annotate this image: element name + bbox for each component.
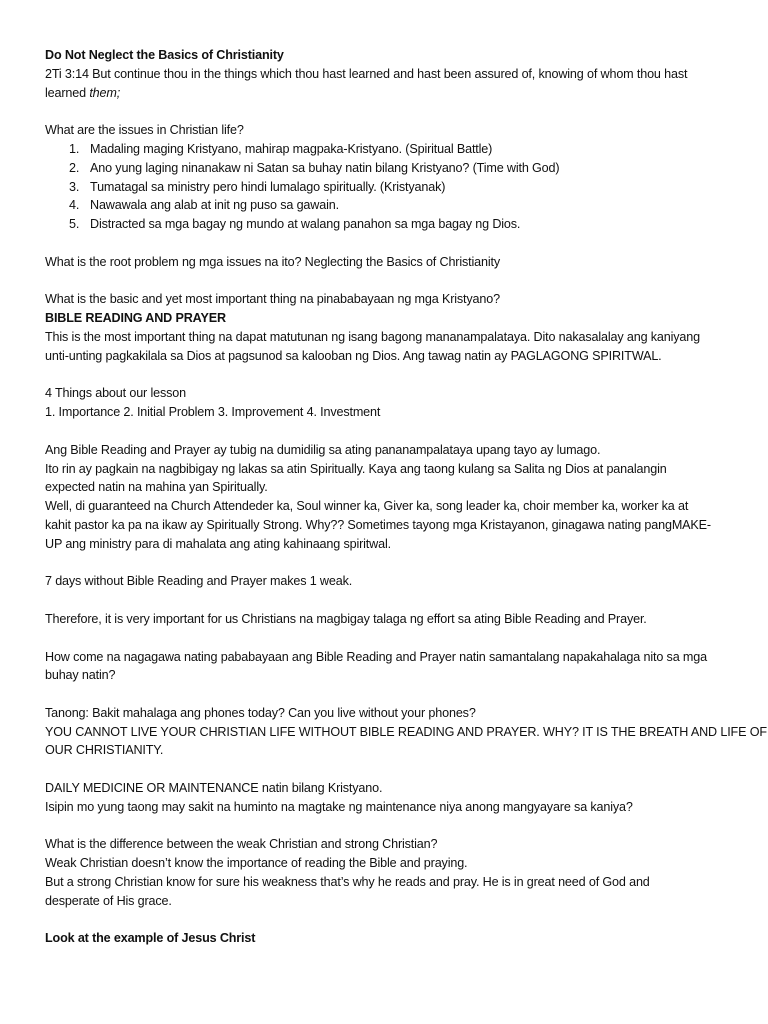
spacer [45,685,728,704]
verse-italic-word: them; [89,85,121,100]
list-number: 3. [69,179,80,194]
spacer [45,760,728,779]
paragraph-line: Well, di guaranteed na Church Attendeder ka, Soul winner ka, Giver ka, song leader ka, choir member ka, worker ka at [45,499,689,514]
spacer [45,591,728,610]
section-heading: BIBLE READING AND PRAYER [45,311,226,326]
spacer [45,234,728,253]
difference-line: What is the difference between the weak Christian and strong Christian? [45,837,438,852]
list-item-text: Distracted sa mga bagay ng mundo at walang panahon sa mga bagay ng Dios. [90,217,521,232]
list-item [45,159,728,178]
verse-line-1: 2Ti 3:14 But continue thou in the things which thou hast learned and hast been assured of, knowing of whom thou hast [45,66,688,81]
list-number: 4. [69,198,80,213]
list-item-text: Madaling maging Kristyano, mahirap magpaka-Kristyano. (Spiritual Battle) [90,141,493,156]
issues-list [45,140,728,234]
list-item [45,140,728,159]
paragraph-line: UP ang ministry para di mahalata ang ating kahinaang spiritwal. [45,536,391,551]
document-title: Do Not Neglect the Basics of Christianity [45,48,284,62]
seven-days-line: 7 days without Bible Reading and Prayer makes 1 weak. [45,574,353,589]
spacer [45,422,728,441]
list-item [45,178,728,197]
difference-line: But a strong Christian know for sure his weakness that’s why he reads and pray. He is in great need of God and [45,875,650,890]
basic-question: What is the basic and yet most important thing na pinababayaan ng mga Kristyano? [45,292,500,307]
basic-line-1: This is the most important thing na dapat matutunan ng isang bagong mananampalataya. Dito nakasalalay ang kaniyang [45,329,700,344]
spacer [45,366,728,385]
difference-line: desperate of His grace. [45,893,172,908]
list-number: 1. [69,141,80,156]
list-item-text: Tumatagal sa ministry pero hindi lumalago spiritually. (Kristyanak) [90,179,446,194]
lesson-intro: 4 Things about our lesson [45,386,186,401]
spacer [45,102,728,121]
spacer [45,272,728,291]
basic-line-2: unti-unting pagkakilala sa Dios at pagsunod sa kalooban ng Dios. Ang tawag natin ay PAGLAGONG SPIRITWAL. [45,348,662,363]
spacer [45,554,728,573]
therefore-line: Therefore, it is very important for us Christians na magbigay talaga ng effort sa ating Bible Reading and Prayer. [45,611,647,626]
list-item-text: Nawawala ang alab at init ng puso sa gawain. [90,198,339,213]
lesson-list: 1. Importance 2. Initial Problem 3. Improvement 4. Investment [45,405,381,420]
verse-line-2 [45,84,728,103]
tanong-line: Tanong: Bakit mahalaga ang phones today? Can you live without your phones? [45,705,476,720]
medicine-line: Isipin mo yung taong may sakit na huminto na magtake ng maintenance niya anong mangyayare sa kaniya? [45,799,633,814]
tanong-line: OUR CHRISTIANITY. [45,743,164,758]
list-number: 2. [69,160,80,175]
difference-line: Weak Christian doesn’t know the importance of reading the Bible and praying. [45,856,468,871]
tanong-line: YOU CANNOT LIVE YOUR CHRISTIAN LIFE WITHOUT BIBLE READING AND PRAYER. WHY? IT IS THE BREATH AND LIFE OF [45,724,767,739]
paragraph-line: Ang Bible Reading and Prayer ay tubig na dumidilig sa ating pananampalataya upang tayo ay lumago. [45,442,601,457]
how-come-line: How come na nagagawa nating pababayaan ang Bible Reading and Prayer natin samantalang napakahalaga nito sa mga [45,649,707,664]
list-item [45,215,728,234]
paragraph-line: expected natin na mahina yan Spiritually. [45,480,268,495]
spacer [45,817,728,836]
root-problem: What is the root problem ng mga issues na ito? Neglecting the Basics of Christianity [45,254,500,269]
how-come-line: buhay natin? [45,668,116,683]
verse-line-2-text: learned [45,85,90,100]
spacer [45,911,728,930]
paragraph-line: Ito rin ay pagkain na nagbibigay ng lakas sa atin Spiritually. Kaya ang taong kulang sa Salita ng Dios at panalangin [45,461,667,476]
spacer [45,629,728,648]
paragraph-line: kahit pastor ka pa na ikaw ay Spiritually Strong. Why?? Sometimes tayong mga Kristayanon, ginagawa nating pangMAKE- [45,517,711,532]
medicine-line: DAILY MEDICINE OR MAINTENANCE natin bilang Kristyano. [45,781,383,796]
list-item-text: Ano yung laging ninanakaw ni Satan sa buhay natin bilang Kristyano? (Time with God) [90,160,560,175]
list-item [45,196,728,215]
list-number: 5. [69,217,80,232]
issues-question: What are the issues in Christian life? [45,123,244,138]
closing-heading: Look at the example of Jesus Christ [45,931,256,946]
